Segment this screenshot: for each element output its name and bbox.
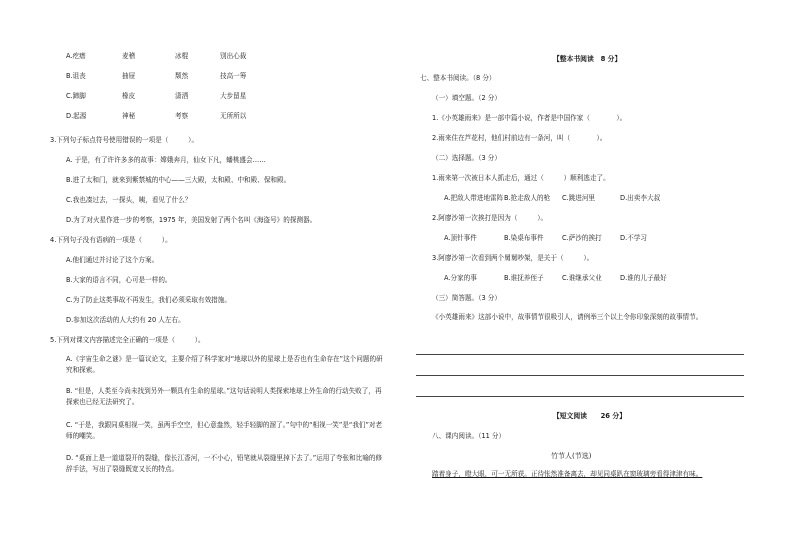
q8-heading: 八、课内阅读。（11 分） — [432, 432, 506, 440]
choice-option: B.抢走敌人的枪 — [504, 194, 551, 202]
q4-option-d: D.参加这次活动的人大约有 20 人左右。 — [66, 316, 185, 324]
q5-option-b: B. “但是，人类至今尚未找到另外一颗具有生命的星球。”这句话说明人类探索地球上外生命的行动失败了，再探索也已经无法研究了。 — [66, 387, 382, 406]
q5-stem: 5.下列对课文内容描述完全正确的一项是（ ）。 — [50, 336, 205, 344]
q2-word: 神秘 — [122, 112, 136, 120]
q7-fill-1: 1.《小英雄雨来》是一部中篇小说，作者是中国作家（ ）。 — [432, 114, 627, 122]
section-banner-short-reading: 【短文阅读 26 分】 — [553, 412, 626, 420]
q3-option-c: C.我也凑过去，一探头，咦，看见了什么？ — [66, 196, 192, 204]
q2-option: A.疙瘩 — [66, 52, 86, 60]
q2-word: 冰棍 — [175, 52, 189, 60]
q2-word: 大步留星 — [220, 92, 247, 100]
q5-option-a: A.《宇宙生命之谜》是一篇议论文，主要介绍了科学家对“地球以外的星球上是否也有生命存在”这个问题的研究和探索。 — [66, 355, 383, 374]
choice-option: A.分家的事 — [444, 274, 477, 282]
choice-option: C.谁继承父业 — [562, 274, 602, 282]
q7-choice-2-options — [444, 234, 700, 242]
q2-option: C.蹄脚 — [66, 92, 86, 100]
q7-choice-1-stem: 1.雨来第一次被日本人抓走后，通过（ ）顺利逃走了。 — [432, 174, 610, 182]
q2-word: 技高一筹 — [220, 72, 247, 80]
q2-word: 潇洒 — [175, 92, 189, 100]
q2-word: 考察 — [175, 112, 189, 120]
choice-option: A.把敌人带进地雷阵 — [444, 194, 504, 202]
answer-line — [416, 354, 744, 355]
choice-option: D.出卖李大叔 — [620, 194, 661, 202]
q2-word: 无所所以 — [220, 112, 247, 120]
section-banner-whole-book: 【整本书阅读 8 分】 — [553, 55, 622, 63]
q4-option-c: C.为了防止这类事故不再发生，我们必须采取有效措施。 — [66, 296, 231, 304]
q7-choice-3-options — [444, 274, 700, 282]
q5-option-c: C. “于是，我跟同桌相视一笑，虽两手空空，但心意盎然，轻手轻脚的溜了。”句中的“相视一笑”是“我们”对老师的嘲笑。 — [66, 421, 383, 440]
choice-option: D.谁的儿子最好 — [620, 274, 667, 282]
q2-option: D.起源 — [66, 112, 87, 120]
q5-option-d: D. “桌面上是一道道裂开的裂缝，像长江香河，一不小心，铅笔就从裂缝里掉下去了。”运用了夸张和比喻的修辞手法，写出了裂缝既宽又长的特点。 — [66, 454, 383, 473]
q7-choice-1-options — [444, 194, 700, 202]
choice-option: A.顶针事件 — [444, 234, 477, 242]
answer-line — [416, 396, 744, 397]
q7-part2-heading: （二）选择题。（3 分） — [432, 154, 501, 162]
q4-stem: 4.下列句子没有语病的一项是（ ）。 — [50, 236, 172, 244]
choice-option: D.不学习 — [620, 234, 647, 242]
q3-option-d: D.为了对火星作进一步的考察，1975 年，美国发射了两个名叫《海盗号》的探测器。 — [66, 216, 317, 224]
q2-word: 麦稽 — [122, 52, 136, 60]
answer-line — [416, 375, 744, 376]
q4-option-b: B.大家的语言不同，心可是一样的。 — [66, 276, 172, 284]
q7-part3-heading: （三）简答题。（3 分） — [432, 294, 501, 302]
choice-option: B.谁抚养侄子 — [504, 274, 544, 282]
passage-title: 竹节人(节选) — [551, 452, 592, 460]
q7-choice-3-stem: 3.阿廖沙第一次看到两个舅舅吵架，是关于（ ）。 — [432, 254, 594, 262]
q7-fill-2: 2.雨来住在芦花村，他们村前边有一条河，叫（ ）。 — [432, 134, 607, 142]
choice-option: C.萨沙的挨打 — [562, 234, 602, 242]
choice-option: C.跳进河里 — [562, 194, 596, 202]
q3-stem: 3.下列句子标点符号使用错误的一项是（ ）。 — [50, 136, 199, 144]
q7-choice-2-stem: 2.阿廖沙第一次挨打是因为（ ）。 — [432, 214, 548, 222]
passage-text: 踏着身子，瞪大眼，可一无所获。正待怅然准备离去，却见同桌趴在窗玻璃旁看得津津有味。 — [432, 470, 703, 478]
choice-option: B.染桌布事件 — [504, 234, 544, 242]
q7-heading: 七、整本书阅读。（8 分） — [420, 74, 496, 82]
q7-part3-question: 《小英雄雨来》这部小说中，故事情节很吸引人，请例举三个以上令你印象深刻的故事情节。 — [432, 313, 703, 321]
q2-word: 橡皮 — [122, 92, 136, 100]
q2-word: 颓然 — [175, 72, 189, 80]
q2-word: 抽屉 — [122, 72, 136, 80]
q2-option: B.诅丧 — [66, 72, 86, 80]
q3-option-a: A. 于是，有了许许多多的故事：嫦娥奔月，仙女下凡，蟠桃盛会…… — [66, 156, 266, 164]
q7-part1-heading: （一）填空题。（2 分） — [432, 94, 501, 102]
q2-options-grid — [66, 52, 300, 120]
q2-word: 别出心裁 — [220, 52, 247, 60]
q4-option-a: A.他们通过并讨论了这个方案。 — [66, 256, 159, 264]
q3-option-b: B.进了太和门，就来到紫禁城的中心——三大殿，太和殿、中和殿、保和殿。 — [66, 176, 291, 184]
